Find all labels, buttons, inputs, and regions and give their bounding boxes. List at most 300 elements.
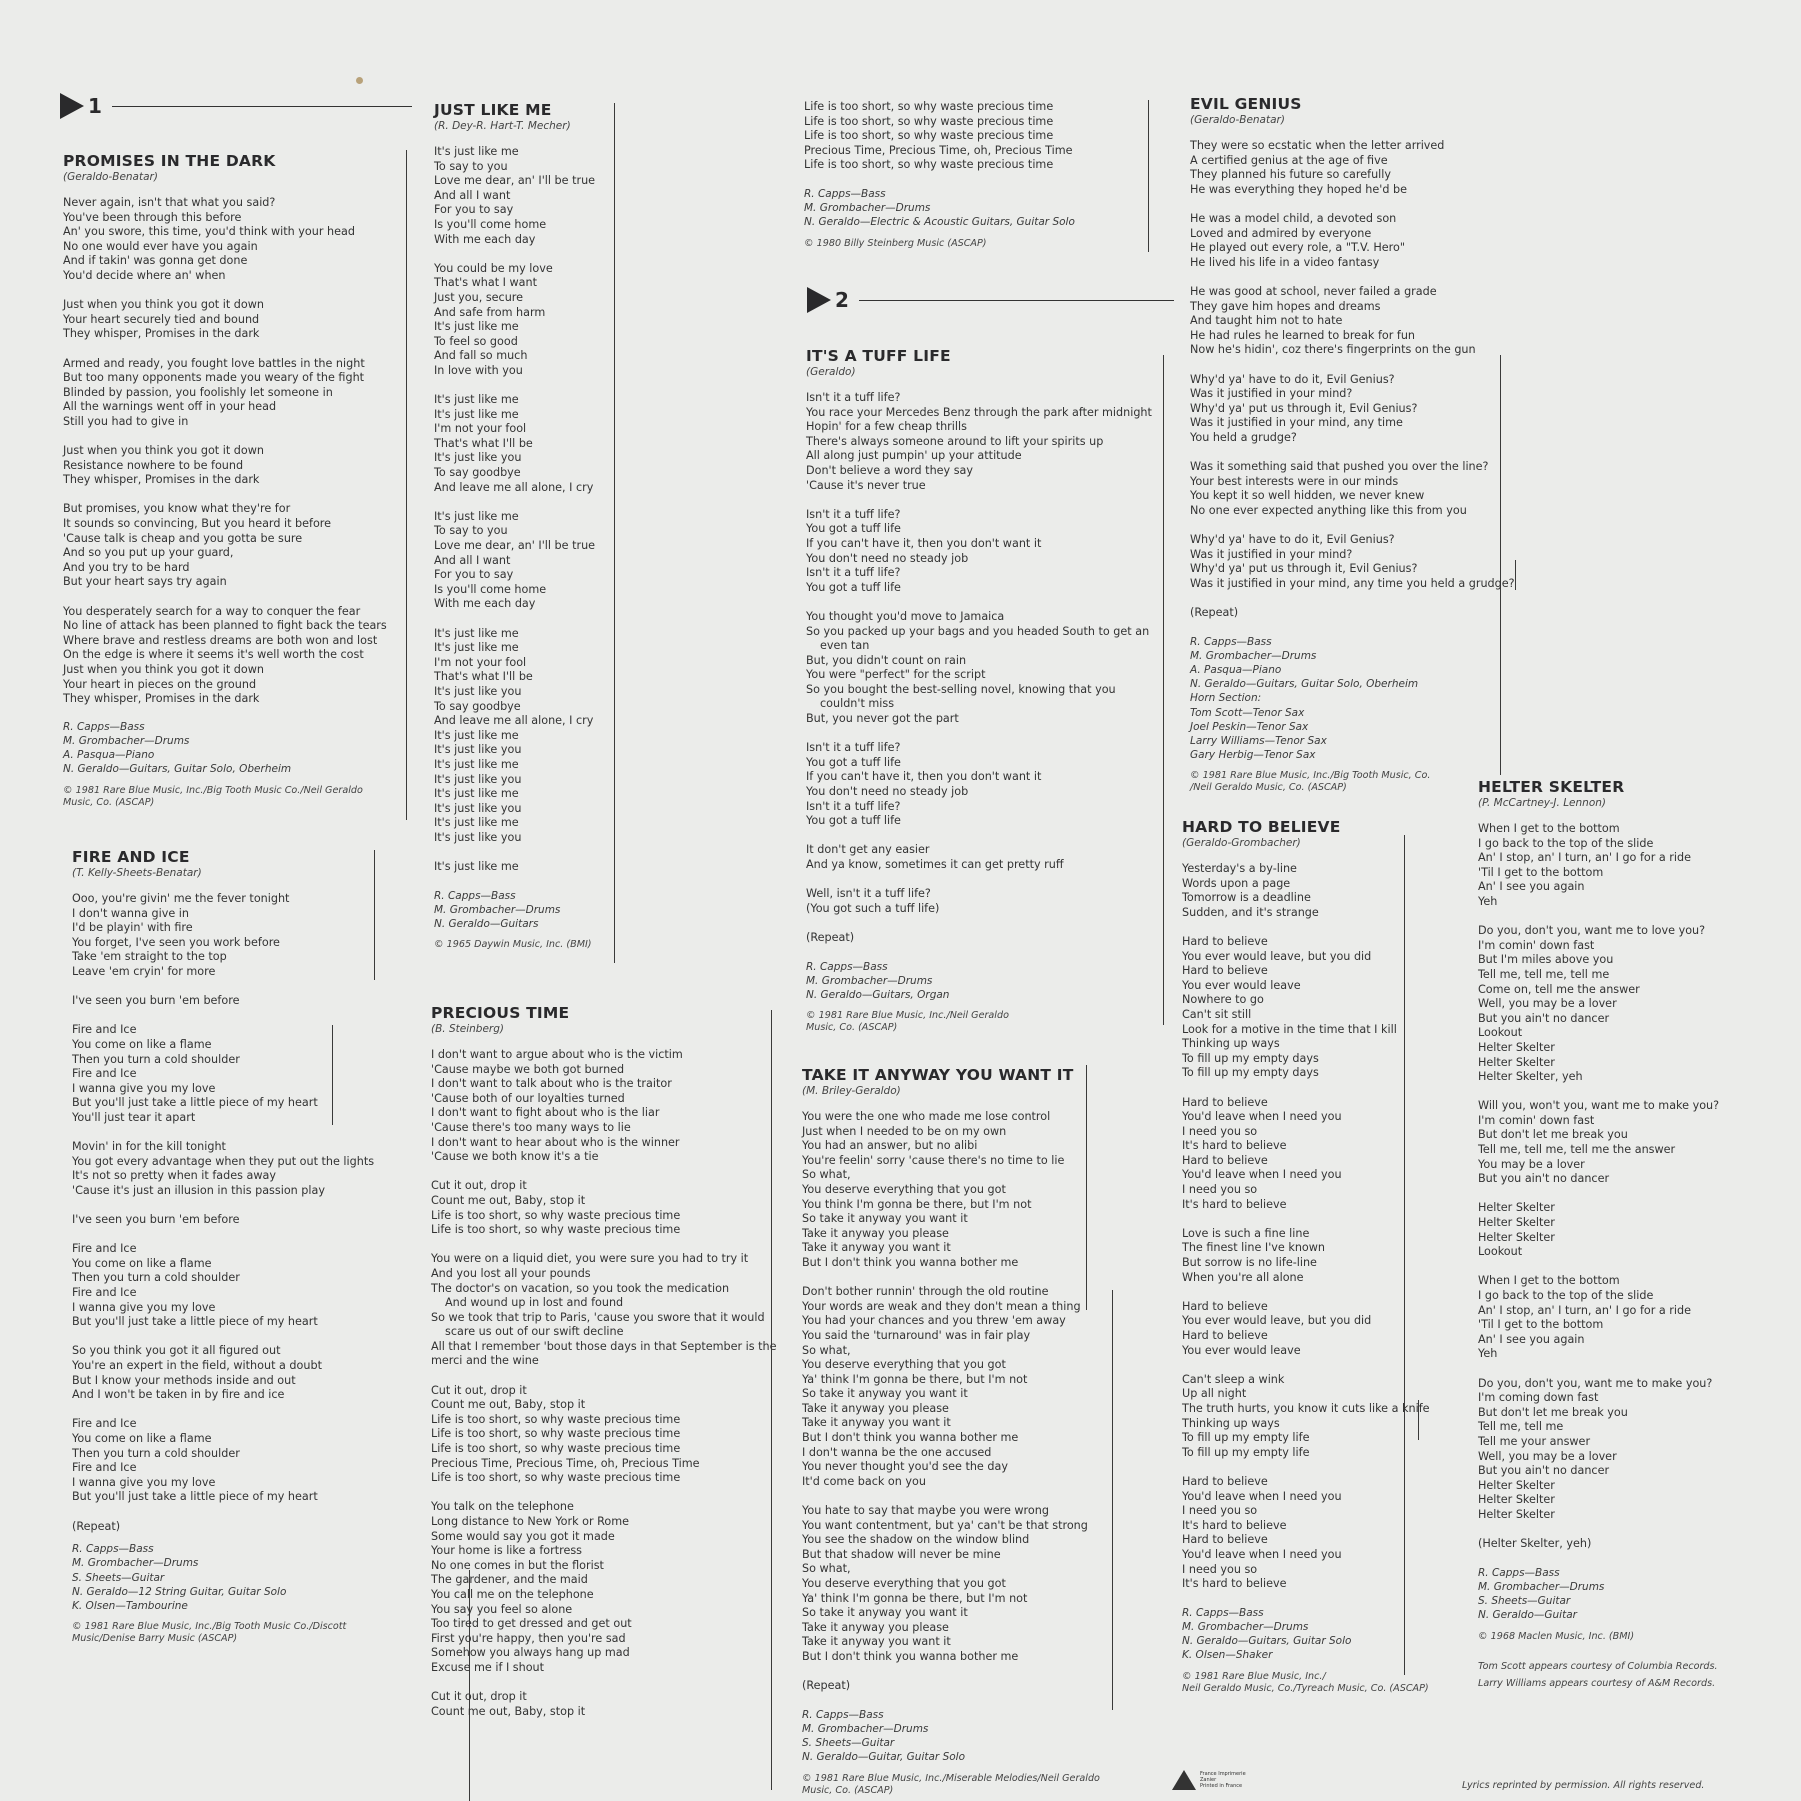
lyric-line: You got a tuff life xyxy=(806,580,901,594)
lyric-line: (Repeat) xyxy=(802,1679,851,1693)
lyric-line: Why'd ya' put us through it, Evil Genius? xyxy=(1190,401,1418,415)
lyric-line: That's what I'll be xyxy=(434,436,533,450)
lyric-line: Life is too short, so why waste precious time xyxy=(804,158,1054,172)
lyric-line: With me each day xyxy=(434,232,536,246)
personnel-line: M. Grombacher—Drums xyxy=(1182,1620,1309,1633)
lyric-line: I've seen you burn 'em before xyxy=(72,1213,240,1227)
song-title: TAKE IT ANYWAY YOU WANT IT xyxy=(802,1066,1074,1084)
song-title: FIRE AND ICE xyxy=(72,848,190,866)
lyric-line: Never again, isn't that what you said? xyxy=(63,196,276,209)
lyric-line: It's just like me xyxy=(434,145,519,158)
lyric-line: And fall so much xyxy=(434,349,528,363)
lyric-line: Look for a motive in the time that I kill xyxy=(1182,1022,1397,1036)
lyric-line: 'Cause talk is cheap and you gotta be sure xyxy=(63,531,303,545)
lyric-line: To fill up my empty days xyxy=(1182,1066,1319,1080)
lyric-line: Count me out, Baby, stop it xyxy=(431,1193,586,1207)
lyric-line: You had an answer, but no alibi xyxy=(802,1139,978,1153)
lyric-line: With me each day xyxy=(434,597,536,611)
song-title: PRECIOUS TIME xyxy=(431,1004,570,1022)
stanza-gap xyxy=(806,829,1152,844)
lyric-line: I'm not your fool xyxy=(434,422,527,436)
stanza-gap xyxy=(1190,197,1515,212)
lyric-line: Thinking up ways xyxy=(1182,1416,1280,1430)
lyrics xyxy=(802,1110,1100,1694)
lyric-line: Well, you may be a lover xyxy=(1478,997,1617,1011)
personnel-line: S. Sheets—Guitar xyxy=(72,1571,165,1584)
lyric-line: You don't need no steady job xyxy=(806,551,969,565)
lyric-line: But don't let me break you xyxy=(1478,1405,1628,1419)
lyric-line: But your heart says try again xyxy=(63,575,227,589)
lyric-line: You got a tuff life xyxy=(806,814,901,828)
column-rule xyxy=(374,850,375,980)
lyric-line: Hard to believe xyxy=(1182,1153,1268,1167)
stanza-gap xyxy=(1190,518,1515,533)
lyric-line: 'Cause maybe we both got burned xyxy=(431,1062,625,1076)
copyright xyxy=(434,939,595,951)
copyright-line: Music, Co. (ASCAP) xyxy=(63,796,155,808)
stanza-gap xyxy=(806,873,1152,888)
lyric-line: You deserve everything that you got xyxy=(802,1358,1006,1372)
divider xyxy=(112,106,412,107)
lyric-line: I'd be playin' with fire xyxy=(72,921,193,935)
lyric-line: So take it anyway you want it xyxy=(802,1212,968,1226)
lyric-line: And safe from harm xyxy=(434,305,546,319)
personnel-line: Joel Peskin—Tenor Sax xyxy=(1190,720,1309,733)
printer-logo-icon xyxy=(1172,1770,1196,1790)
copyright-line: © 1980 Billy Steinberg Music (ASCAP) xyxy=(804,237,987,249)
lyric-line: Is you'll come home xyxy=(434,582,547,596)
lyric-line: Well, isn't it a tuff life? xyxy=(806,887,931,901)
lyric-line: Your best interests were in our minds xyxy=(1190,474,1399,488)
lyric-line: Ya' think I'm gonna be there, but I'm not xyxy=(802,1372,1028,1386)
lyric-line: It's just like you xyxy=(434,772,522,786)
copyright-line: Music, Co. (ASCAP) xyxy=(806,1022,898,1034)
songwriter-credit: (B. Steinberg) xyxy=(431,1023,504,1035)
lyric-line: They planned his future so carefully xyxy=(1190,168,1391,182)
lyric-line: 'Til I get to the bottom xyxy=(1478,865,1604,879)
lyric-line: Somehow you always hang up mad xyxy=(431,1646,630,1660)
personnel-line: M. Grombacher—Drums xyxy=(72,1557,199,1570)
lyric-line: You never thought you'd see the day xyxy=(802,1460,1008,1474)
lyric-line: You thought you'd move to Jamaica xyxy=(806,609,1005,623)
lyric-line: He lived his life in a video fantasy xyxy=(1190,255,1380,269)
lyric-line: So you think you got it all figured out xyxy=(72,1344,281,1358)
lyric-line: I don't want to hear about who is the winner xyxy=(431,1135,680,1149)
lyric-line: Your heart securely tied and bound xyxy=(63,312,260,326)
stanza-gap xyxy=(1182,1358,1430,1373)
copyright xyxy=(1182,1671,1430,1695)
lyric-line: Life is too short, so why waste precious time xyxy=(431,1208,681,1222)
lyric-line: Life is too short, so why waste precious time xyxy=(431,1471,681,1485)
lyric-line: They were so ecstatic when the letter arrived xyxy=(1190,139,1445,152)
lyric-line: It's just like me xyxy=(434,320,519,334)
lyric-line: Fire and Ice xyxy=(72,1417,137,1431)
lyric-line: But, you didn't count on rain xyxy=(806,653,967,667)
column-rule xyxy=(406,150,407,820)
courtesy-note: Tom Scott appears courtesy of Columbia Records. xyxy=(1478,1660,1718,1672)
column-rule xyxy=(1163,355,1164,1025)
lyric-line: merci and the wine xyxy=(431,1354,539,1368)
lyric-line: I wanna give you my love xyxy=(72,1475,216,1489)
personnel-line: R. Capps—Bass xyxy=(1190,635,1272,648)
lyric-line: It don't get any easier xyxy=(806,843,930,857)
lyric-line: I'm comin' down fast xyxy=(1478,938,1595,952)
stanza-gap xyxy=(802,1489,1100,1504)
lyric-line: Hard to believe xyxy=(1182,1299,1268,1313)
stanza-gap xyxy=(1182,920,1430,935)
lyric-line: But I don't think you wanna bother me xyxy=(802,1255,1019,1269)
lyric-line: You come on like a flame xyxy=(72,1037,212,1051)
personnel xyxy=(1478,1566,1719,1623)
stanza-gap xyxy=(72,1228,374,1243)
personnel-line: N. Geraldo—Guitars, Guitar Solo xyxy=(1182,1635,1352,1648)
lyric-line: Just when I needed to be on my own xyxy=(802,1124,1007,1138)
lyric-line: No one would ever have you again xyxy=(63,239,258,253)
songwriter-credit: (Geraldo-Benatar) xyxy=(1190,114,1285,126)
stanza-gap xyxy=(806,595,1152,610)
lyric-line: Isn't it a tuff life? xyxy=(806,507,901,521)
copyright-line: © 1981 Rare Blue Music, Inc./Big Tooth Music, Co. xyxy=(1190,770,1431,782)
lyric-line: (Repeat) xyxy=(72,1519,121,1533)
play-triangle-icon xyxy=(60,93,84,119)
lyric-line: But you ain't no dancer xyxy=(1478,1172,1610,1186)
song-title: HARD TO BELIEVE xyxy=(1182,818,1341,836)
stanza-gap xyxy=(434,612,595,627)
lyric-line: Fire and Ice xyxy=(72,1286,137,1300)
lyric-line: He was everything they hoped he'd be xyxy=(1190,182,1407,196)
personnel-line: N. Geraldo—Guitar xyxy=(1478,1609,1577,1622)
lyric-line: scare us out of our swift decline xyxy=(445,1325,624,1339)
lyric-line: I don't want to talk about who is the traitor xyxy=(431,1077,672,1091)
lyric-line: Hard to believe xyxy=(1182,1533,1268,1547)
side-number: 2 xyxy=(835,288,849,312)
lyric-line: Hard to believe xyxy=(1182,934,1268,948)
stanza-gap xyxy=(806,493,1152,508)
lyric-line: And you try to be hard xyxy=(63,560,190,574)
lyric-line: They whisper, Promises in the dark xyxy=(63,692,260,706)
lyrics xyxy=(804,100,1075,173)
lyric-line: He played out every role, a "T.V. Hero" xyxy=(1190,241,1406,255)
copyright xyxy=(1190,770,1515,794)
song-title: HELTER SKELTER xyxy=(1478,778,1625,796)
stain-dot xyxy=(356,77,363,84)
lyric-line: All along just pumpin' up your attitude xyxy=(806,449,1022,463)
lyric-line: (Helter Skelter, yeh) xyxy=(1478,1537,1592,1551)
songwriter-credit: (R. Dey-R. Hart-T. Mecher) xyxy=(434,120,571,132)
lyric-line: But you'll just take a little piece of my heart xyxy=(72,1315,318,1329)
lyric-line: It's just like you xyxy=(434,801,522,815)
lyric-line: I need you so xyxy=(1182,1504,1258,1518)
lyric-line: Thinking up ways xyxy=(1182,1037,1280,1051)
lyric-line: I need you so xyxy=(1182,1562,1258,1576)
lyric-line: But I don't think you wanna bother me xyxy=(802,1649,1019,1663)
lyric-line: The doctor's on vacation, so you took the medication xyxy=(431,1281,730,1295)
lyric-line: Was it justified in your mind, any time you held a grudge? xyxy=(1190,576,1515,590)
stanza-gap xyxy=(1190,445,1515,460)
lyric-line: And wound up in lost and found xyxy=(445,1296,624,1310)
lyric-line: Just when you think you got it down xyxy=(63,663,264,676)
lyric-line: But don't let me break you xyxy=(1478,1128,1628,1142)
lyric-line: That's what I'll be xyxy=(434,670,533,684)
lyric-line: Ya' think I'm gonna be there, but I'm not xyxy=(802,1591,1028,1605)
lyric-line: Cut it out, drop it xyxy=(431,1690,527,1704)
lyrics xyxy=(1182,862,1430,1592)
lyric-line: Life is too short, so why waste precious time xyxy=(804,114,1054,128)
copyright-line: Music, Co. (ASCAP) xyxy=(802,1784,894,1796)
lyric-line: Life is too short, so why waste precious time xyxy=(431,1223,681,1237)
lyric-line: It's just like me xyxy=(434,860,519,874)
copyright-line: Neil Geraldo Music, Co./Tyreach Music, Co. (ASCAP) xyxy=(1182,1682,1429,1694)
lyric-line: Precious Time, Precious Time, oh, Precious Time xyxy=(431,1456,700,1470)
column-rule xyxy=(1515,560,1516,590)
lyric-line: Hopin' for a few cheap thrills xyxy=(806,420,967,434)
lyric-line: Tomorrow is a deadline xyxy=(1182,891,1311,905)
lyric-line: You got a tuff life xyxy=(806,522,901,536)
lyrics xyxy=(806,391,1152,946)
personnel-line: M. Grombacher—Drums xyxy=(802,1722,929,1735)
lyric-line: I don't want to fight about who is the liar xyxy=(431,1106,660,1120)
stanza-gap xyxy=(1190,270,1515,285)
lyric-line: Leave 'em cryin' for more xyxy=(72,964,216,978)
lyric-line: I don't wanna give in xyxy=(72,906,189,920)
lyric-line: To feel so good xyxy=(434,334,518,348)
stanza-gap xyxy=(434,247,595,262)
personnel-line: N. Geraldo—12 String Guitar, Guitar Solo xyxy=(72,1585,287,1598)
lyric-line: I wanna give you my love xyxy=(72,1300,216,1314)
lyric-line: 'Cause there's too many ways to lie xyxy=(431,1120,631,1134)
lyric-line: Helter Skelter, yeh xyxy=(1478,1070,1583,1084)
songwriter-credit: (Geraldo) xyxy=(806,366,856,378)
personnel xyxy=(1182,1606,1430,1663)
lyric-line: They gave him hopes and dreams xyxy=(1190,299,1381,313)
personnel-line: M. Grombacher—Drums xyxy=(1478,1580,1605,1593)
lyric-line: They whisper, Promises in the dark xyxy=(63,473,260,487)
lyric-line: It's just like me xyxy=(434,509,519,523)
lyric-line: Lookout xyxy=(1478,1245,1523,1259)
lyric-line: You'd leave when I need you xyxy=(1182,1547,1342,1561)
lyric-line: Well, you may be a lover xyxy=(1478,1449,1617,1463)
lyric-line: You hate to say that maybe you were wrong xyxy=(802,1504,1049,1518)
song-hard-to-believe xyxy=(1182,818,1430,1695)
lyric-line: Then you turn a cold shoulder xyxy=(72,1446,240,1460)
lyric-line: There's always someone around to lift your spirits up xyxy=(806,434,1104,448)
lyrics xyxy=(63,196,387,707)
lyric-line: Helter Skelter xyxy=(1478,1040,1555,1054)
lyrics xyxy=(434,145,595,875)
lyric-line: But promises, you know what they're for xyxy=(63,502,291,516)
personnel-line: S. Sheets—Guitar xyxy=(802,1737,895,1750)
lyric-line: So we took that trip to Paris, 'cause you swore that it would xyxy=(431,1310,765,1324)
lyric-line: If you can't have it, then you don't want it xyxy=(806,536,1042,550)
lyric-line: Still you had to give in xyxy=(63,414,189,428)
songwriter-credit: (P. McCartney-J. Lennon) xyxy=(1478,797,1606,809)
stanza-gap xyxy=(802,1665,1100,1680)
lyric-line: When I get to the bottom xyxy=(1478,822,1620,835)
stanza-gap xyxy=(63,430,387,445)
lyric-line: Isn't it a tuff life? xyxy=(806,741,901,755)
personnel-line: K. Olsen—Shaker xyxy=(1182,1649,1273,1662)
lyric-line: All the warnings went off in your head xyxy=(63,400,277,414)
lyric-line: (Repeat) xyxy=(1190,606,1239,619)
song-evil-genius xyxy=(1190,95,1515,794)
lyric-line: You forget, I've seen you work before xyxy=(72,935,280,949)
lyric-line: You were "perfect" for the script xyxy=(806,668,986,682)
stanza-gap xyxy=(431,1369,777,1384)
lyric-line: An' I stop, an' I turn, an' I go for a ride xyxy=(1478,1303,1691,1317)
lyric-line: Fire and Ice xyxy=(72,1067,137,1081)
printer-logo xyxy=(1172,1770,1246,1790)
divider xyxy=(859,300,1174,301)
lyric-line: I need you so xyxy=(1182,1124,1258,1138)
lyric-line: Don't believe a word they say xyxy=(806,463,974,477)
personnel-line: R. Capps—Bass xyxy=(804,187,886,200)
copyright-line: © 1968 Maclen Music, Inc. (BMI) xyxy=(1478,1630,1635,1642)
side-2-marker xyxy=(807,287,1174,313)
lyric-line: It'd come back on you xyxy=(802,1474,926,1488)
lyric-line: He was good at school, never failed a grade xyxy=(1190,284,1437,298)
lyric-line: The truth hurts, you know it cuts like a knife xyxy=(1182,1401,1430,1415)
personnel-line: M. Grombacher—Drums xyxy=(806,974,933,987)
lyric-line: Was it justified in your mind? xyxy=(1190,547,1353,561)
personnel xyxy=(434,889,595,932)
stanza-gap xyxy=(806,916,1152,931)
lyric-line: I'm coming down fast xyxy=(1478,1391,1599,1405)
copyright-line: © 1981 Rare Blue Music, Inc./Big Tooth Music Co./Discott xyxy=(72,1621,347,1633)
lyric-line: On the edge is where it seems it's well worth the cost xyxy=(63,648,364,662)
stanza-gap xyxy=(434,379,595,394)
lyric-line: You deserve everything that you got xyxy=(802,1182,1006,1196)
lyric-line: You'd decide where an' when xyxy=(63,268,226,282)
personnel-line: R. Capps—Bass xyxy=(806,960,888,973)
personnel xyxy=(804,187,1075,230)
lyric-line: An' I see you again xyxy=(1478,880,1585,894)
lyric-line: Nowhere to go xyxy=(1182,993,1264,1007)
personnel-line: M. Grombacher—Drums xyxy=(1190,649,1317,662)
lyric-line: Yesterday's a by-line xyxy=(1182,862,1297,875)
lyric-line: Take 'em straight to the top xyxy=(72,950,227,964)
lyric-line: Helter Skelter xyxy=(1478,1055,1555,1069)
lyric-line: But I don't think you wanna bother me xyxy=(802,1431,1019,1445)
personnel-line: Horn Section: xyxy=(1190,692,1262,705)
song-promises-in-the-dark xyxy=(63,152,387,809)
lyric-line: Yeh xyxy=(1478,894,1498,908)
stanza-gap xyxy=(72,980,374,995)
personnel xyxy=(63,720,387,777)
lyric-line: You desperately search for a way to conquer the fear xyxy=(63,604,361,618)
lyric-line: To say goodbye xyxy=(434,466,521,480)
lyric-line: Hard to believe xyxy=(1182,964,1268,978)
stanza-gap xyxy=(63,284,387,299)
lyrics xyxy=(1478,822,1719,1552)
lyric-line: You want contentment, but ya' can't be that strong xyxy=(802,1518,1088,1532)
lyric-line: (Repeat) xyxy=(806,930,855,944)
lyric-line: A certified genius at the age of five xyxy=(1190,153,1388,167)
lyric-line: And leave me all alone, I cry xyxy=(434,714,594,728)
personnel-line: N. Geraldo—Electric & Acoustic Guitars, Guitar Solo xyxy=(804,216,1075,229)
lyric-line: Life is too short, so why waste precious time xyxy=(431,1427,681,1441)
lyric-line: Count me out, Baby, stop it xyxy=(431,1704,586,1718)
column-rule xyxy=(1148,100,1149,252)
stanza-gap xyxy=(63,488,387,503)
song-title: IT'S A TUFF LIFE xyxy=(806,347,951,365)
lyric-line: But, you never got the part xyxy=(806,712,959,726)
stanza-gap xyxy=(431,1486,777,1501)
lyric-line: When you're all alone xyxy=(1182,1270,1304,1284)
copyright xyxy=(802,1773,1100,1797)
copyright xyxy=(806,1010,1152,1034)
lyric-line: (You got such a tuff life) xyxy=(806,901,940,915)
lyric-line: You ever would leave xyxy=(1182,1343,1301,1357)
lyric-line: I don't wanna be the one accused xyxy=(802,1445,992,1459)
lyric-line: For you to say xyxy=(434,203,514,217)
lyric-line: No line of attack has been planned to fight back the tears xyxy=(63,619,387,633)
lyric-line: You had your chances and you threw 'em away xyxy=(802,1314,1066,1328)
lyric-line: Come on, tell me the answer xyxy=(1478,982,1640,996)
lyric-line: I'm comin' down fast xyxy=(1478,1113,1595,1127)
lyric-line: To fill up my empty days xyxy=(1182,1051,1319,1065)
stanza-gap xyxy=(1182,1285,1430,1300)
lyric-line: I wanna give you my love xyxy=(72,1081,216,1095)
stanza-gap xyxy=(63,590,387,605)
lyric-line: You could be my love xyxy=(434,261,553,275)
lyric-line: Some would say you got it made xyxy=(431,1529,615,1543)
courtesy-note: Larry Williams appears courtesy of A&M Records. xyxy=(1478,1677,1716,1689)
column-rule xyxy=(614,103,615,963)
song-take-it-anyway-you-want-it xyxy=(802,1066,1100,1797)
play-triangle-icon xyxy=(807,287,831,313)
lyric-line: I don't want to argue about who is the victim xyxy=(431,1048,683,1061)
lyric-line: So what, xyxy=(802,1562,851,1576)
lyric-line: Precious Time, Precious Time, oh, Precious Time xyxy=(804,143,1073,157)
stanza-gap xyxy=(1478,1362,1719,1377)
stanza-gap xyxy=(1478,1523,1719,1538)
song-helter-skelter xyxy=(1478,778,1719,1689)
personnel-line: Tom Scott—Tenor Sax xyxy=(1190,706,1305,719)
lyric-line: I'm not your fool xyxy=(434,655,527,669)
stanza-gap xyxy=(1190,591,1515,606)
lyric-line: Your words are weak and they don't mean a thing xyxy=(802,1299,1081,1313)
lyric-line: It's just like me xyxy=(434,728,519,742)
lyric-line: Why'd ya' have to do it, Evil Genius? xyxy=(1190,372,1395,386)
lyric-line: You call me on the telephone xyxy=(431,1587,594,1601)
stanza-gap xyxy=(72,1126,374,1141)
songwriter-credit: (Geraldo-Benatar) xyxy=(63,171,158,183)
stanza-gap xyxy=(434,495,595,510)
lyric-line: In love with you xyxy=(434,363,523,377)
personnel-line: M. Grombacher—Drums xyxy=(804,202,931,215)
stanza-gap xyxy=(1478,1187,1719,1202)
stanza-gap xyxy=(1478,910,1719,925)
lyric-line: 'Cause both of our loyalties turned xyxy=(431,1091,625,1105)
lyric-line: Take it anyway you want it xyxy=(802,1241,951,1255)
personnel-line: Larry Williams—Tenor Sax xyxy=(1190,735,1327,748)
lyric-line: It's just like you xyxy=(434,684,522,698)
lyric-line: It's not so pretty when it fades away xyxy=(72,1169,277,1183)
lyric-line: Love is such a fine line xyxy=(1182,1226,1310,1240)
lyric-line: Why'd ya' put us through it, Evil Genius? xyxy=(1190,562,1418,576)
lyric-line: Now he's hidin', coz there's fingerprints on the gun xyxy=(1190,343,1476,357)
lyric-line: Hard to believe xyxy=(1182,1095,1268,1109)
song-just-like-me xyxy=(434,101,595,951)
lyric-line: To fill up my empty life xyxy=(1182,1431,1310,1445)
lyric-line: 'Cause it's just an illusion in this passion play xyxy=(72,1183,325,1197)
lyric-line: But you ain't no dancer xyxy=(1478,1464,1610,1478)
lyric-line: It's just like you xyxy=(434,451,522,465)
lyric-line: You said the 'turnaround' was in fair play xyxy=(802,1328,1031,1342)
lyric-line: You'll just tear it apart xyxy=(72,1110,196,1124)
song-fire-and-ice xyxy=(72,848,374,1645)
lyric-line: Just when you think you got it down xyxy=(63,444,264,458)
